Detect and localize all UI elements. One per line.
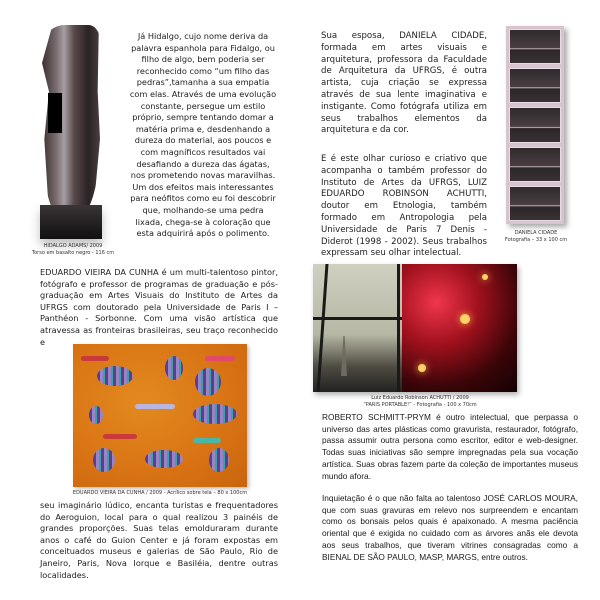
red-interior-view xyxy=(402,264,517,392)
hidalgo-caption-detail: Torso em basalto negro - 116 cm xyxy=(31,249,115,256)
hidalgo-paragraph: Já Hidalgo, cujo nome deriva da palavra espanhola para Fidalgo, ou filho de algo, bem poderia ser reconhecido como “um filho das pedras”,tamanha a sua empatia com elas. Através de uma evolução constante, persegue um estilo próprio, sempre tentando domar a matéria prima e, desdenhando a dureza do material, aos poucos e com magníficos resultados vai desafiando a dureza das ágatas, nos prometendo novas maravilhas. Um dos efeitos mais interessantes para neófitos como eu foi descobrir que, molhando-se uma pedra lixada, chega-se à coloração que esta adquirirá após o polimento. xyxy=(129,31,277,239)
daniela-photo-image xyxy=(506,26,564,224)
achutti-caption-title: Luiz Eduardo Robinson ACHUTTI / 2009 xyxy=(371,395,469,401)
achutti-paragraph: E é este olhar curioso e criativo que acompanha o também professor do Instituto de Artes da UFRGS, LUIZ EDUARDO ROBINSON ACHUTTI, doutor em Etnologia, também formado em Antropologia pela Universidade de Paris 7 Denis - Diderot (1998 - 2002). Seus trabalhos expressam seu olhar intelectual. xyxy=(321,154,487,259)
paris-window-view xyxy=(313,264,402,392)
achutti-caption xyxy=(330,395,510,408)
daniela-caption xyxy=(494,230,578,243)
eduardo-paragraph-bottom: seu imaginário lúdico, encanta turistas e frequentadores do Aeroguion, local para o qual realizou 3 painéis de grandes proporções. Suas telas emolduraram durante anos o café do Guion Center e já foram expostas em conceituados museus e galerias de São Paulo, Rio de Janeiro, Paris, Nova Iorque e Basiléia, dentre outras localidades. xyxy=(40,500,278,580)
hidalgo-sculpture-image xyxy=(28,25,118,247)
achutti-caption-detail: “PARIS PORTABLE!” - Fotografia - 100 x 70cm xyxy=(363,401,477,408)
censor-bar xyxy=(48,93,62,133)
eiffel-tower-shape xyxy=(341,336,347,376)
jose-paragraph: Inquietação é o que não falta ao talentoso JOSÉ CARLOS MOURA, que com suas gravuras em relevo nos surpreendem e encantam como os bonsais pelos quais é apaixonado. A mesma paciência oriental que é exigida no cuidado com as árvores anãs ele devota aos seus trabalhos, que tiveram vitrines consagradas como a BIENAL DE SÃO PAULO, MASP, MARGS, entre outros. xyxy=(322,493,578,562)
achutti-photo-image xyxy=(313,264,517,392)
eduardo-painting-image xyxy=(73,344,247,487)
daniela-caption-detail: Fotografia – 33 x 100 cm xyxy=(504,236,568,243)
sculpture-base xyxy=(40,205,102,239)
roberto-paragraph: ROBERTO SCHMITT-PRYM é outro intelectual, que perpassa o universo das artes plásticas como gravurista, restaurador, fotógrafo, passa assumir outra persona como escritor, editor e web-designer. Todas suas iniciativas são sempre impregnadas pela sua vocação artística. Suas obras fazem parte da coleção de importantes museus mundo afora. xyxy=(322,412,578,481)
eduardo-caption: EDUARDO VIEIRA DA CUNHA / 2009 - Acrílico sobre tela – 80 x 100cm xyxy=(72,490,248,496)
daniela-caption-title: DANIELA CIDADE xyxy=(514,230,558,236)
hidalgo-caption-title: HIDALGO ADAMS/ 2009 xyxy=(43,243,103,249)
daniela-paragraph: Sua esposa, DANIELA CIDADE, formada em artes visuais e arquitetura, professora da Faculdade de Arquitetura da UFRGS, é outra artista, cuja criação se expressa através de sua lente imaginativa e instigante. Como fotógrafa utiliza em seus trabalhos elementos da arquitetura e da cor. xyxy=(321,31,487,136)
eduardo-paragraph-top: EDUARDO VIEIRA DA CUNHA é um multi-talentoso pintor, fotógrafo e professor de programas de graduação e pós-graduação em Artes Visuais do Instituto de Artes da UFRGS com doutorado pela Universidade de Paris I – Panthéon - Sorbonne. Com uma visão artística que atravessa as fronteiras brasileiras, seu traço reconhecido e xyxy=(40,267,278,347)
hidalgo-caption xyxy=(14,243,132,256)
